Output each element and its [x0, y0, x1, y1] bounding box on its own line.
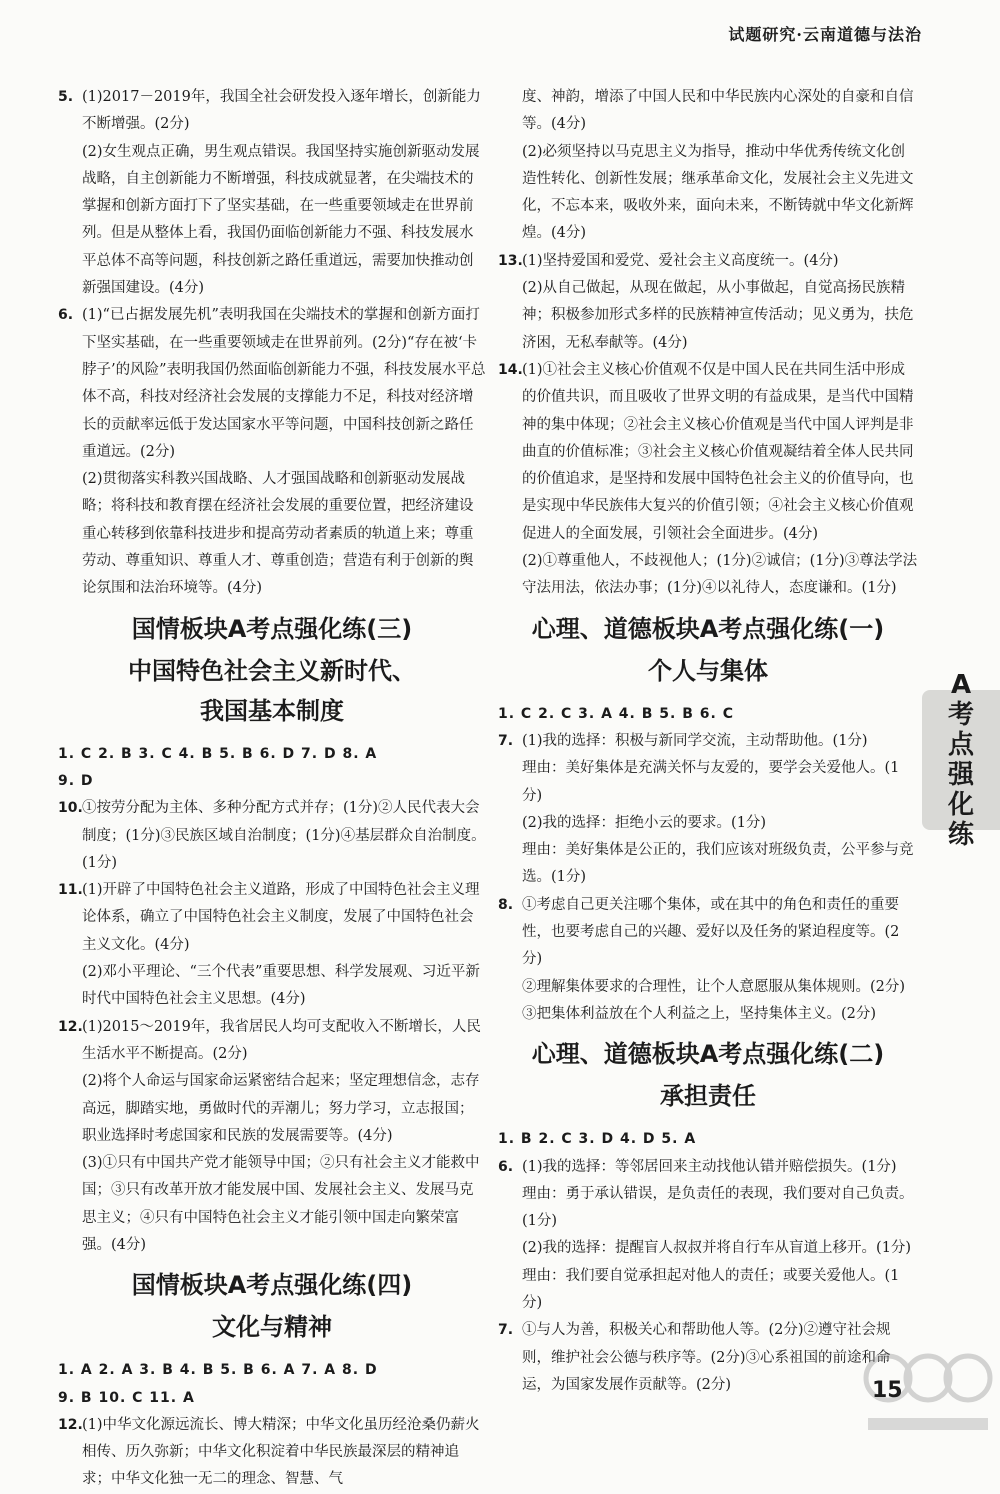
question-number: 12.: [58, 1416, 83, 1433]
answer-6-right: [498, 1154, 918, 1318]
answer-14: [498, 357, 918, 603]
section-subtitle: 我国基本制度: [200, 696, 344, 725]
section-title: 国情板块A考点强化练(三): [131, 614, 413, 643]
multiple-choice-answers: 1. C 2. C 3. A 4. B 5. B 6. C: [498, 705, 734, 722]
answer-text: (1)我的选择：等邻居回来主动找他认错并赔偿损失。(1分): [522, 1158, 897, 1175]
answer-text: (2)我的选择：拒绝小云的要求。(1分): [522, 814, 767, 831]
answer-text: (1)①社会主义核心价值观不仅是中国人民在共同生活中形成的价值共识，而且吸收了世界文明的有益成果，是当代中国精神的集中体现；②社会主义核心价值观是当代中国人评判是非曲直的价值标准；③社会主义核心价值观凝结着全体人民共同的价值追求，是坚持和发展中国特色社会主义的价值导向，也是实现中华民族伟大复兴的价值引领；④社会主义核心价值观促进人的全面发展，引领社会全面进步。(4分): [522, 361, 914, 542]
answer-13: [498, 248, 918, 357]
question-number: 14.: [498, 361, 523, 378]
section-title: 国情板块A考点强化练(四): [131, 1271, 413, 1300]
answer-5: [58, 84, 486, 302]
question-number: 10.: [58, 800, 83, 817]
side-tab-char: 化: [947, 790, 974, 820]
answer-text: 理由：美好集体是充满关怀与友爱的，要学会关爱他人。(1分): [522, 760, 900, 804]
section-subtitle: 个人与集体: [648, 656, 768, 685]
answer-text: (1)中华文化源远流长、博大精深；中华文化虽历经沧桑仍薪火相传、历久弥新；中华文化积淀着中华民族最深层的精神追求；中华文化独一无二的理念、智慧、气: [82, 1416, 480, 1488]
answer-10: [58, 795, 486, 877]
question-number: 8.: [498, 896, 514, 913]
answer-text: (2)从自己做起，从现在做起，从小事做起，自觉高扬民族精神；积极参加形式多样的民族精神宣传活动；见义勇为，扶危济困，无私奉献等。(4分): [522, 280, 914, 351]
answer-text: (1)“已占据发展先机”表明我国在尖端技术的掌握和创新方面打下坚实基础，在一些重要领域走在世界前列。(2分)“存在被‘卡脖子’的风险”表明我国仍然面临创新能力不强，科技发展水平总体不高，科技对经济社会发展的支撑能力不足，科技对经济增长的贡献率远低于发达国家水平等问题，中国科技创新之路任重道远。(2分): [82, 307, 486, 460]
multiple-choice-answers: 1. C 2. B 3. C 4. B 5. B 6. D 7. D 8. A: [58, 745, 378, 762]
section-subtitle: 文化与精神: [212, 1313, 332, 1342]
answer-text: (1)我的选择：积极与新同学交流，主动帮助他。(1分): [522, 732, 868, 749]
answer-text: (2)必须坚持以马克思主义为指导，推动中华优秀传统文化创造性转化、创新性发展；继承革命文化，发展社会主义先进文化，不忘本来，吸收外来，面向未来，不断铸就中华文化新辉煌。(4分): [522, 143, 914, 242]
running-header: 试题研究·云南道德与法治: [728, 25, 922, 44]
multiple-choice-answers: 9. B 10. C 11. A: [58, 1389, 195, 1406]
right-column: [498, 84, 918, 1399]
question-number: 7.: [498, 732, 514, 749]
question-number: 7.: [498, 1322, 514, 1339]
answer-text: (3)①只有中国共产党才能领导中国；②只有社会主义才能救中国；③只有改革开放才能发展中国、发展社会主义、发展马克思主义；④只有中国特色社会主义才能引领中国走向繁荣富强。(4分): [82, 1155, 480, 1253]
section-title: 心理、道德板块A考点强化练(二): [531, 1040, 885, 1069]
question-number: 11.: [58, 882, 83, 899]
answer-6: [58, 302, 486, 602]
answer-text: ②理解集体要求的合理性，让个人意愿服从集体规则。(2分): [522, 978, 906, 995]
multiple-choice-answers: 1. B 2. C 3. D 4. D 5. A: [498, 1131, 697, 1148]
question-number: 6.: [498, 1158, 514, 1175]
question-number: 5.: [58, 89, 74, 105]
page-number: 15: [872, 1378, 903, 1403]
answer-text: ①考虑自己更关注哪个集体，或在其中的角色和责任的重要性，也要考虑自己的兴趣、爱好以及任务的紧迫程度等。(2分): [522, 896, 900, 968]
answer-12b: [58, 1412, 486, 1494]
answer-text: ①按劳分配为主体、多种分配方式并存；(1分)②人民代表大会制度；(1分)③民族区域自治制度；(1分)④基层群众自治制度。(1分): [82, 800, 486, 871]
answer-text: (2)邓小平理论、“三个代表”重要思想、科学发展观、习近平新时代中国特色社会主义思想。(4分): [82, 964, 480, 1008]
section-title: 心理、道德板块A考点强化练(一): [531, 614, 885, 643]
answer-text: (2)我的选择：提醒盲人叔叔并将自行车从盲道上移开。(1分): [522, 1240, 912, 1257]
multiple-choice-answers: 9. D: [58, 772, 94, 789]
section-subtitle: 中国特色社会主义新时代、: [128, 656, 416, 685]
answer-text: 理由：美好集体是公正的，我们应该对班级负责，公平参与竞选。(1分): [522, 842, 914, 886]
answer-7-right: [498, 1317, 918, 1399]
answer-text: (1)坚持爱国和爱党、爱社会主义高度统一。(4分): [522, 252, 839, 269]
answer-text: 理由：我们要自觉承担起对他人的责任；或要关爱他人。(1分): [522, 1267, 900, 1311]
answer-7: [498, 728, 918, 892]
answer-8: [498, 892, 918, 1028]
answer-text: (2)女生观点正确，男生观点错误。我国坚持实施创新驱动发展战略，自主创新能力不断增强，科技成就显著，在尖端技术的掌握和创新方面打下了坚实基础，在一些重要领域走在世界前列。但是从整体上看，我国仍面临创新能力不强、科技发展水平总体不高等问题，科技创新之路任重道远，需要加快推动创新强国建设。(4分): [82, 143, 480, 297]
answer-text: ③把集体利益放在个人利益之上，坚持集体主义。(2分): [522, 1005, 877, 1022]
side-section-tab: [922, 670, 1000, 850]
side-tab-char: A: [950, 670, 972, 700]
answer-text: (2)将个人命运与国家命运紧密结合起来；坚定理想信念，志存高远，脚踏实地，勇做时代的弄潮儿；努力学习，立志报国；职业选择时考虑国家和民族的发展需要等。(4分): [82, 1073, 480, 1144]
multiple-choice-answers: 1. A 2. A 3. B 4. B 5. B 6. A 7. A 8. D: [58, 1362, 378, 1379]
section-subtitle: 承担责任: [660, 1082, 756, 1111]
side-tab-char: 点: [947, 730, 974, 760]
left-column: [58, 84, 486, 1494]
answer-text: (1)2017－2019年，我国全社会研发投入逐年增长，创新能力不断增强。(2分): [82, 89, 481, 133]
answer-text: ①与人为善，积极关心和帮助他人等。(2分)②遵守社会规则，维护社会公德与秩序等。(2分)③心系祖国的前途和命运，为国家发展作贡献等。(2分): [522, 1322, 891, 1393]
question-number: 6.: [58, 307, 74, 324]
answer-text: 度、神韵，增添了中国人民和中华民族内心深处的自豪和自信等。(4分): [522, 89, 914, 133]
side-tab-char: 强: [947, 760, 974, 790]
answer-11: [58, 877, 486, 1013]
side-tab-char: 考: [947, 700, 974, 730]
side-tab-char: 练: [947, 820, 974, 850]
question-number: 13.: [498, 252, 523, 269]
answer-text: (1)2015～2019年，我省居民人均可支配收入不断增长，人民生活水平不断提高。(2分): [82, 1018, 481, 1062]
answer-text: (1)开辟了中国特色社会主义道路，形成了中国特色社会主义理论体系，确立了中国特色社会主义制度，发展了中国特色社会主义文化。(4分): [82, 882, 480, 953]
answer-text: 理由：勇于承认错误，是负责任的表现，我们要对自己负责。(1分): [522, 1185, 914, 1230]
answer-12: [58, 1014, 486, 1260]
answer-text: (2)贯彻落实科教兴国战略、人才强国战略和创新驱动发展战略；将科技和教育摆在经济社会发展的重要位置，把经济建设重心转移到依靠科技进步和提高劳动者素质的轨道上来；尊重劳动、尊重知识、尊重人才、尊重创造；营造有利于创新的舆论氛围和法治环境等。(4分): [82, 471, 474, 597]
answer-text: (2)①尊重他人，不歧视他人；(1分)②诚信；(1分)③尊法学法守法用法，依法办事；(1分)④以礼待人，态度谦和。(1分): [522, 553, 918, 597]
question-number: 12.: [58, 1018, 83, 1035]
answer-12-continued: [498, 84, 918, 248]
